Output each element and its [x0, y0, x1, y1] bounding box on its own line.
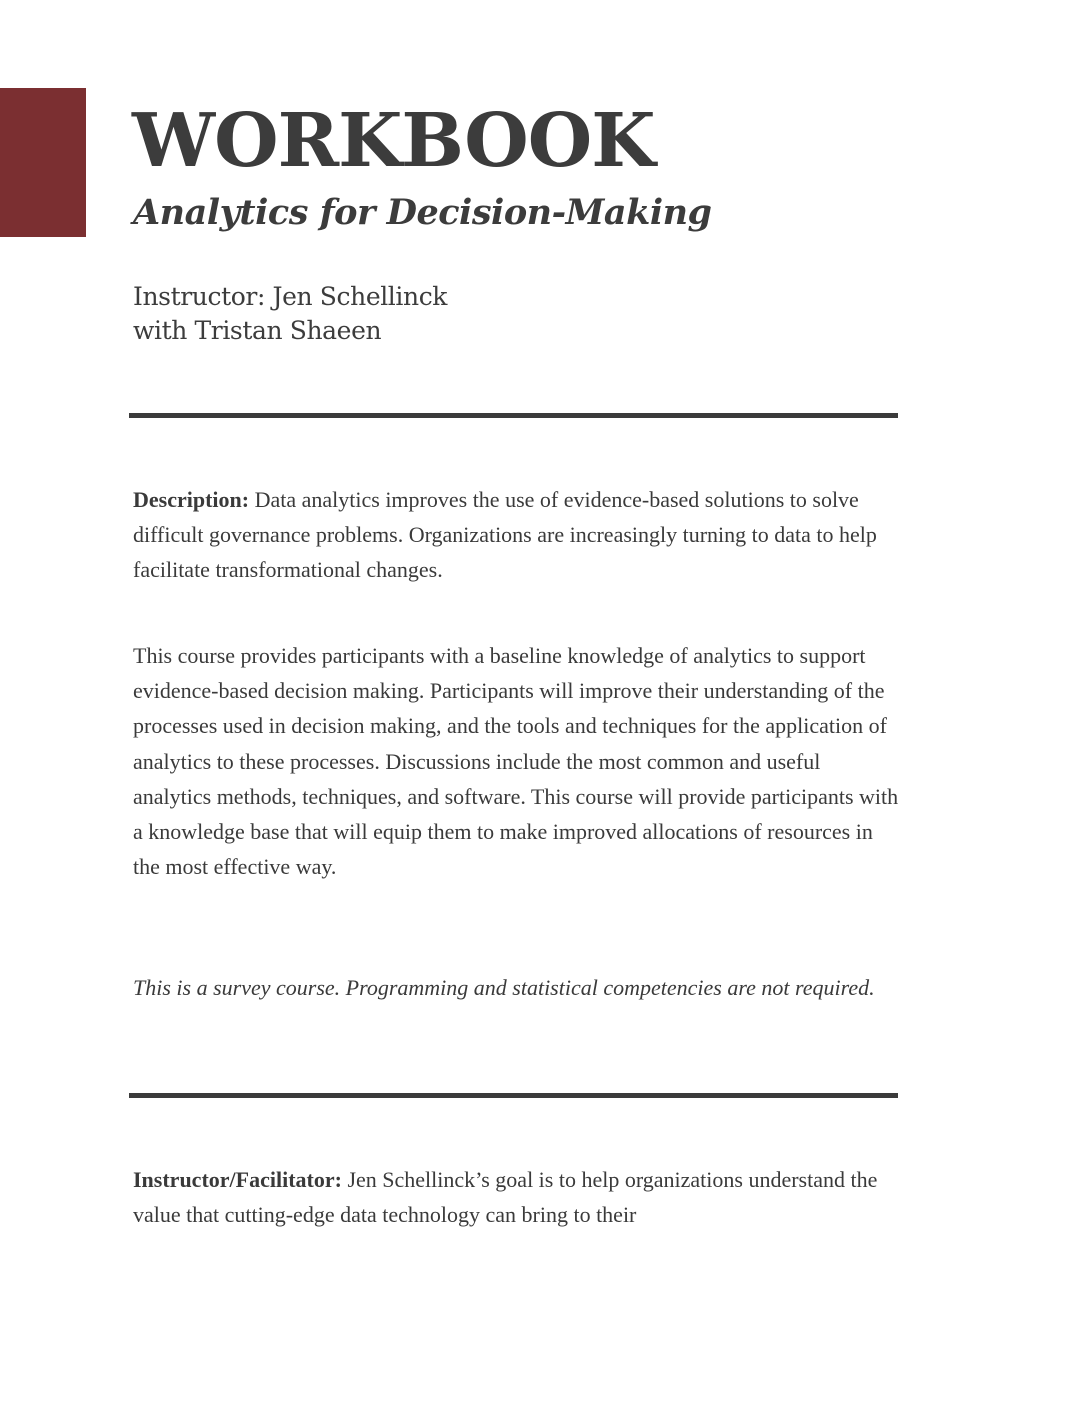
- credits-block: [133, 280, 447, 348]
- instructor-line: Instructor: Jen Schellinck: [133, 282, 448, 311]
- document-subtitle: Analytics for Decision-Making: [133, 192, 712, 233]
- co-instructor-line: with Tristan Shaeen: [133, 316, 382, 345]
- description-text: Data analytics improves the use of evidence-based solutions to solve difficult governance problems. Organizations are increasingly turning to data to help facilitate transformational changes.: [133, 487, 877, 583]
- accent-bar: [0, 88, 86, 237]
- instructor-paragraph: [133, 1162, 903, 1232]
- section-divider: [129, 413, 898, 418]
- instructor-text: Jen Schellinck’s goal is to help organizations understand the value that cutting-edge data technology can bring to their: [133, 1167, 878, 1228]
- survey-note: This is a survey course. Programming and statistical competencies are not required.: [133, 975, 875, 1000]
- section-divider: [129, 1093, 898, 1098]
- description-label: Description:: [133, 487, 250, 512]
- document-title: WORKBOOK: [132, 98, 655, 184]
- instructor-label: Instructor/Facilitator:: [133, 1167, 342, 1192]
- description-paragraph: [133, 482, 903, 588]
- course-paragraph: This course provides participants with a baseline knowledge of analytics to support evidence-based decision making. Participants will improve their understanding of the processes used in decision making, and the tools and techniques for the application of analytics to these processes. Discussions include the most common and useful analytics methods, techniques, and software. This course will provide participants with a knowledge base that will equip them to make improved allocations of resources in the most effective way.: [133, 643, 899, 880]
